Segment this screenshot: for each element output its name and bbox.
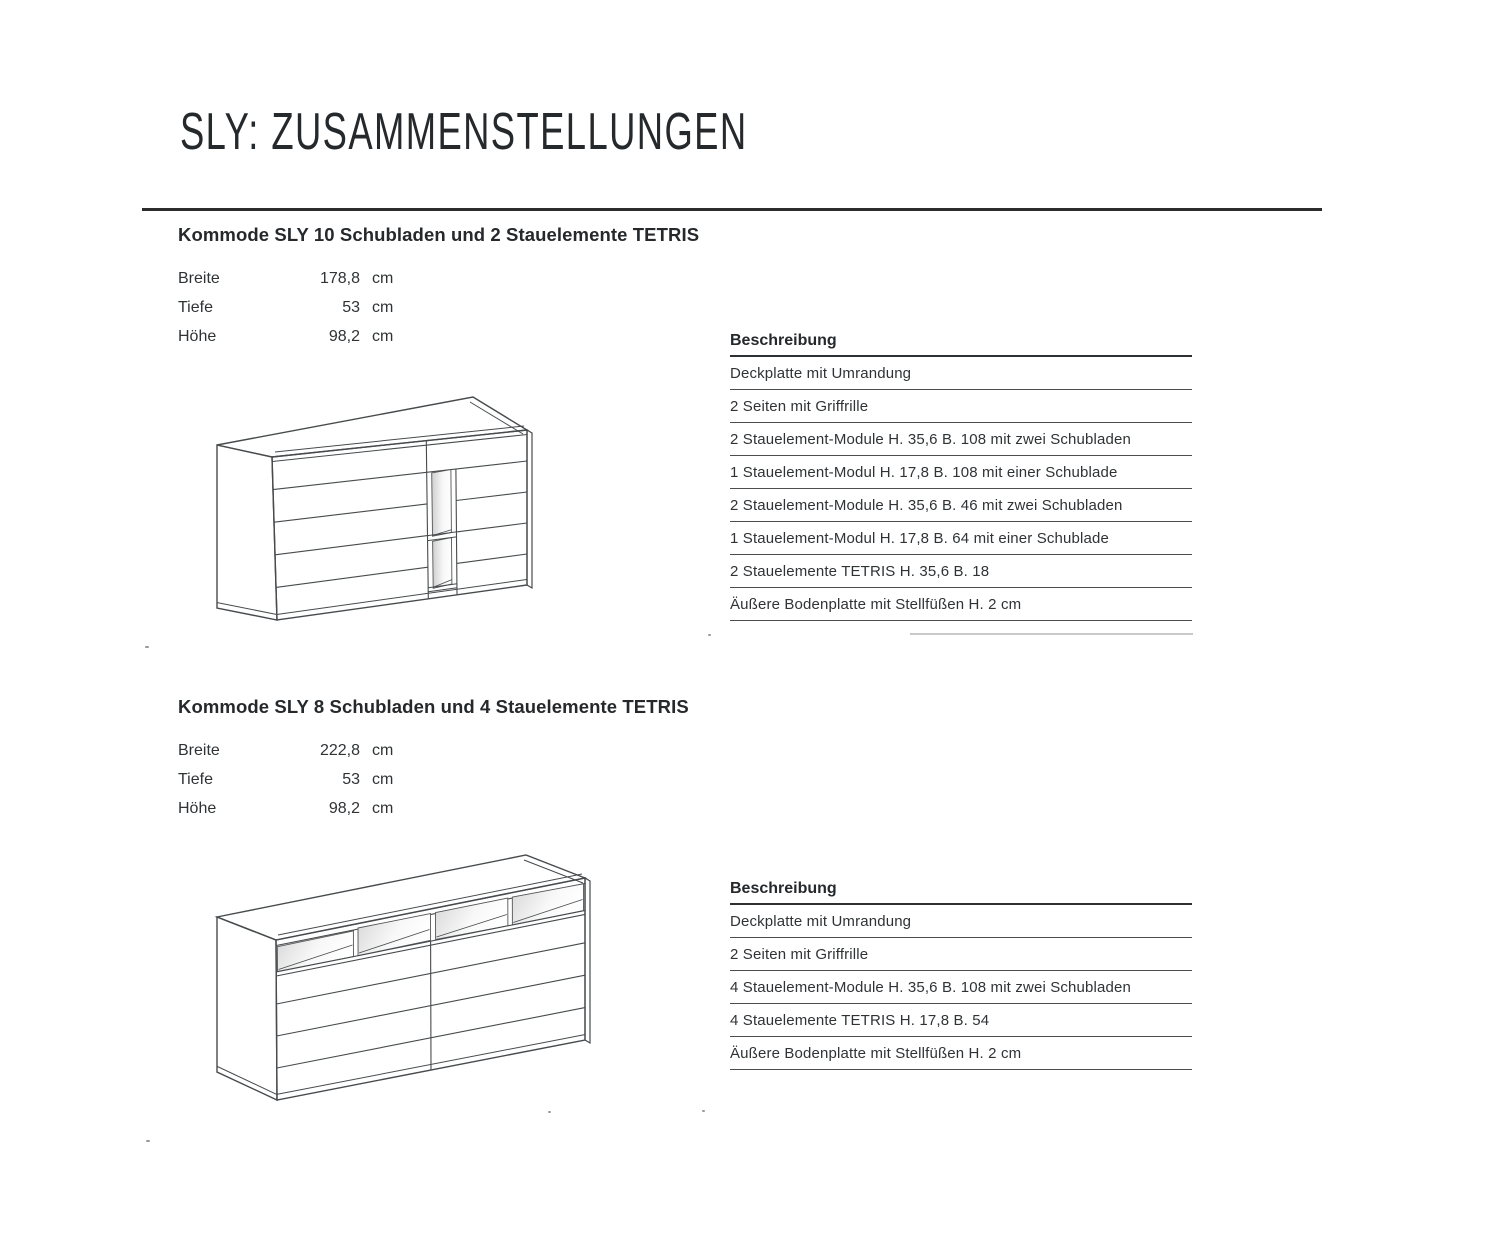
description-row: 1 Stauelement-Modul H. 17,8 B. 108 mit einer Schublade <box>730 456 1192 489</box>
section-2-dimensions <box>178 736 393 823</box>
description-table-header: Beschreibung <box>730 880 1192 905</box>
section-1-heading: Kommode SLY 10 Schubladen und 2 Stauelemente TETRIS <box>178 224 700 245</box>
dimension-row <box>178 794 393 823</box>
dimension-unit: cm <box>372 269 394 287</box>
stray-mark <box>702 1110 705 1112</box>
stray-mark <box>145 646 149 648</box>
description-row: 2 Stauelement-Module H. 35,6 B. 108 mit zwei Schubladen <box>730 423 1192 456</box>
kommode-sly-10-illustration <box>190 388 570 663</box>
description-row: Äußere Bodenplatte mit Stellfüßen H. 2 cm <box>730 588 1192 621</box>
description-row: Deckplatte mit Umrandung <box>730 357 1192 390</box>
dimension-value: 222,8 <box>319 741 360 759</box>
stray-mark <box>146 1140 150 1142</box>
description-row: Deckplatte mit Umrandung <box>730 905 1192 938</box>
dimension-label: Breite <box>178 741 220 759</box>
dimension-value: 178,8 <box>319 269 360 287</box>
dimension-row <box>178 736 393 765</box>
description-row: 2 Seiten mit Griffrille <box>730 390 1192 423</box>
description-row: Äußere Bodenplatte mit Stellfüßen H. 2 cm <box>730 1037 1192 1070</box>
description-table-header: Beschreibung <box>730 332 1192 357</box>
dimension-label: Höhe <box>178 799 217 817</box>
description-row: 2 Stauelement-Module H. 35,6 B. 46 mit zwei Schubladen <box>730 489 1192 522</box>
section-2-heading: Kommode SLY 8 Schubladen und 4 Stauelemente TETRIS <box>178 696 689 717</box>
faint-divider <box>910 633 1193 635</box>
dimension-value: 98,2 <box>328 327 360 345</box>
description-row: 4 Stauelemente TETRIS H. 17,8 B. 54 <box>730 1004 1192 1037</box>
description-table-2 <box>730 880 1192 1070</box>
description-row: 2 Stauelemente TETRIS H. 35,6 B. 18 <box>730 555 1192 588</box>
dimension-value: 53 <box>342 298 360 316</box>
dimension-row <box>178 322 393 351</box>
dimension-label: Tiefe <box>178 770 213 788</box>
description-table-1 <box>730 332 1192 621</box>
kommode-sly-8-illustration <box>190 850 640 1115</box>
page-title: SLY: ZUSAMMENSTELLUNGEN <box>180 103 748 161</box>
dimension-value: 98,2 <box>328 799 360 817</box>
dimension-value: 53 <box>342 770 360 788</box>
section-1-dimensions <box>178 264 393 351</box>
dimension-label: Tiefe <box>178 298 213 316</box>
description-row: 4 Stauelement-Module H. 35,6 B. 108 mit zwei Schubladen <box>730 971 1192 1004</box>
dimension-label: Höhe <box>178 327 217 345</box>
dimension-unit: cm <box>372 327 394 345</box>
stray-mark <box>548 1111 551 1113</box>
dimension-unit: cm <box>372 799 394 817</box>
dimension-unit: cm <box>372 770 394 788</box>
dimension-row <box>178 293 393 322</box>
description-row: 1 Stauelement-Modul H. 17,8 B. 64 mit einer Schublade <box>730 522 1192 555</box>
dimension-label: Breite <box>178 269 220 287</box>
dimension-row <box>178 765 393 794</box>
stray-mark <box>708 634 711 636</box>
description-row: 2 Seiten mit Griffrille <box>730 938 1192 971</box>
dimension-row <box>178 264 393 293</box>
dimension-unit: cm <box>372 741 394 759</box>
dimension-unit: cm <box>372 298 394 316</box>
title-divider <box>142 208 1322 211</box>
